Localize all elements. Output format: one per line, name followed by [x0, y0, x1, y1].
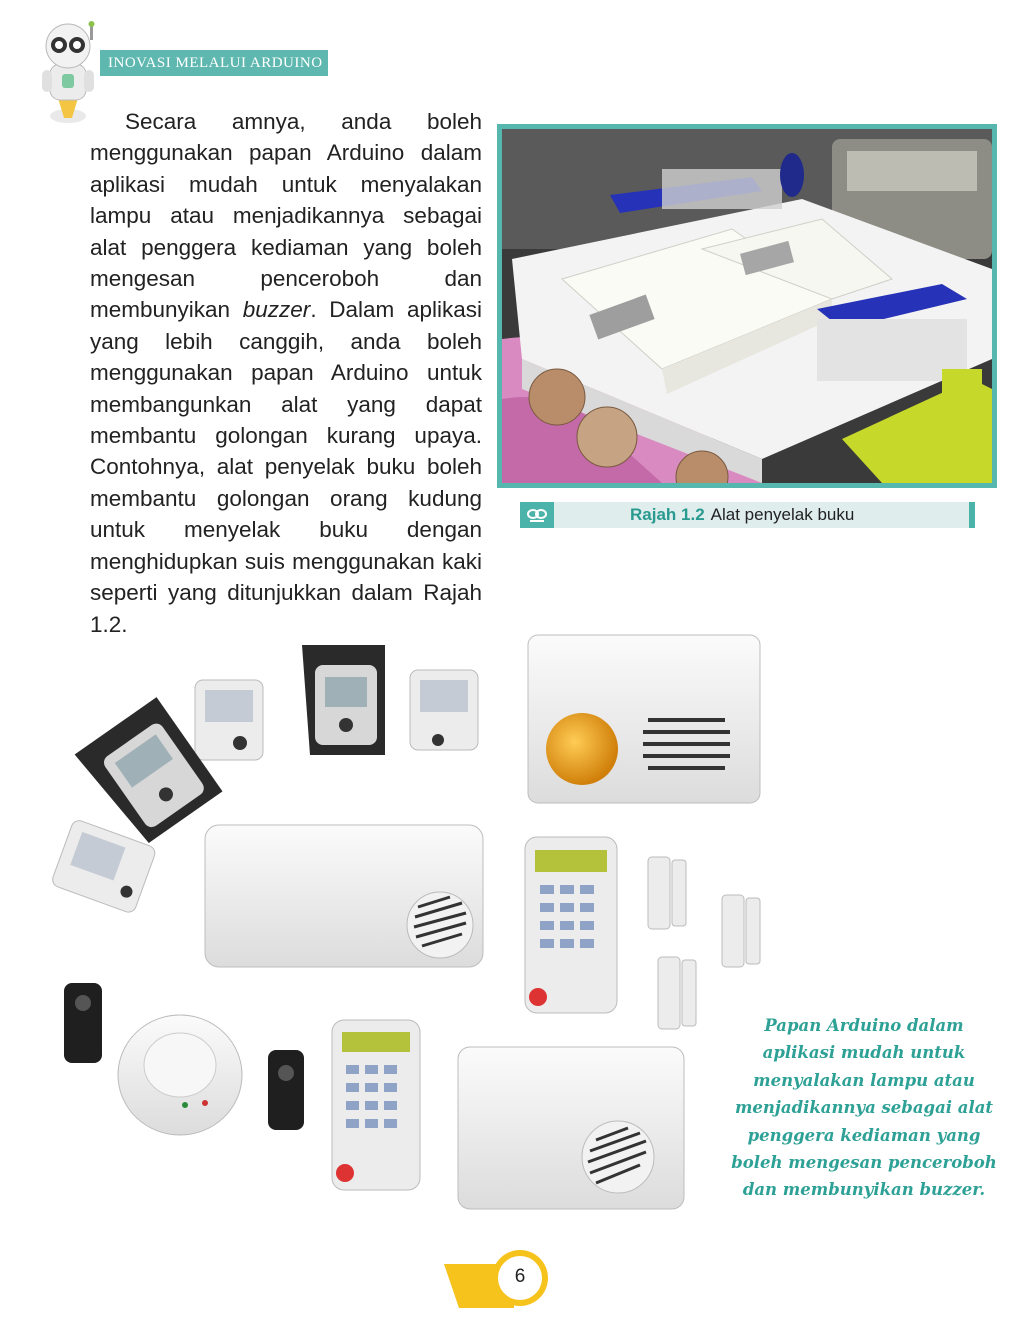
figure-label: Rajah 1.2 [630, 505, 705, 524]
body-text-part1: Secara amnya, anda boleh menggunakan papan Arduino dalam aplikasi mudah untuk menyalakan lampu atau menjadikannya sebagai alat penggera kediaman yang boleh mengesan penceroboh dan membunyikan [90, 109, 482, 323]
remote-fob-2 [268, 1050, 304, 1130]
figure-caption-text: Alat penyelak buku [710, 505, 855, 524]
figure-caption [630, 502, 854, 528]
body-paragraph [90, 106, 482, 640]
motion-sensor-dark-1 [302, 645, 385, 755]
alarm-control-panel [205, 825, 483, 967]
motion-sensor-white-1 [195, 680, 263, 760]
book-turner-photo [497, 124, 997, 488]
chapter-header-tag: INOVASI MELALUI ARDUINO [100, 50, 328, 76]
body-text-italic-word: buzzer [242, 297, 311, 323]
remote-fob-1 [64, 983, 102, 1063]
alarm-siren-box [528, 635, 760, 803]
wireless-receiver [458, 1047, 684, 1209]
page-number: 6 [514, 1266, 526, 1287]
smoke-detector [118, 1015, 242, 1135]
arduino-infinity-icon [520, 502, 554, 528]
keypad-1 [525, 837, 617, 1013]
book-turner-illustration [502, 129, 992, 483]
side-note: Papan Arduino dalam aplikasi mudah untuk menyalakan lampu atau menjadikannya sebagai alat penggera kediaman yang boleh mengesan penceroboh dan membunyikan buzzer. [731, 1016, 997, 1200]
home-alarm-devices-photo [40, 625, 800, 1225]
keypad-2 [332, 1020, 420, 1190]
figure-caption-bar [520, 502, 975, 528]
door-contacts [648, 857, 760, 1029]
motion-sensor-white-2 [410, 670, 478, 750]
page-number-badge [444, 1248, 559, 1310]
body-text-part2: . Dalam aplikasi yang lebih canggih, anda boleh menggunakan papan Arduino untuk membangunkan alat yang dapat membantu golongan kurang upaya. Contohnya, alat penyelak buku boleh membantu golongan orang kudung untuk menyelak buku dengan menghidupkan suis menggunakan kaki seperti yang ditunjukkan dalam Rajah 1.2. [90, 297, 482, 637]
